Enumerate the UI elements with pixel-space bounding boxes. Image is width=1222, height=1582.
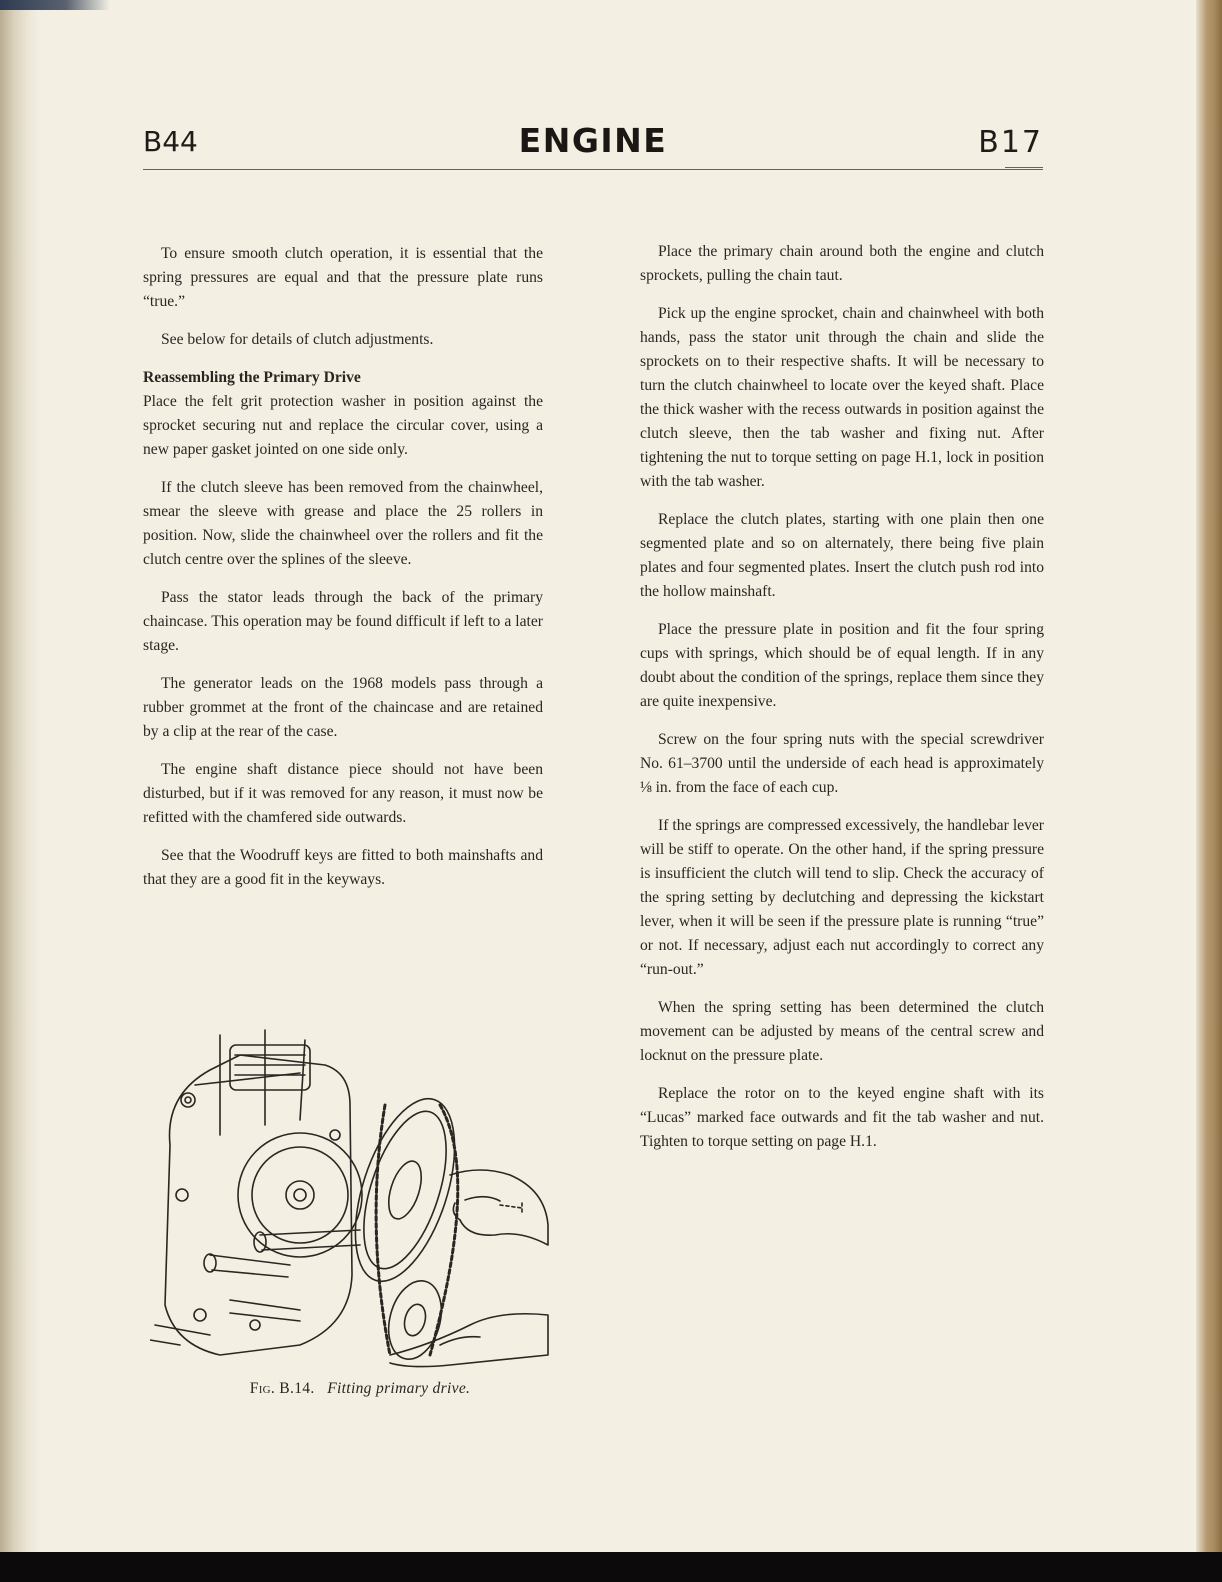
paragraph: Screw on the four spring nuts with the special screwdriver No. 61–3700 until the underside of each head is approximately ⅛ in. from the face of each cup. [640, 731, 1044, 796]
paragraph: Place the pressure plate in position and fit the four spring cups with springs, which should be of equal length. If in any doubt about the condition of the springs, replace them since they are quite inexpensive. [640, 621, 1044, 710]
primary-drive-illustration [150, 1025, 550, 1370]
paragraph: When the spring setting has been determined the clutch movement can be adjusted by means of the central screw and locknut on the pressure plate. [640, 999, 1044, 1064]
page-gutter-shadow [0, 0, 40, 1582]
page-number: B17 [978, 125, 1043, 160]
paragraph: See below for details of clutch adjustments. [161, 331, 434, 348]
binding-mark [0, 0, 110, 10]
paragraph: If the clutch sleeve has been removed from the chainwheel, smear the sleeve with grease and place the 25 rollers in position. Now, slide the chainwheel over the rollers and fit the clutch centre over the splines of the sleeve. [143, 479, 543, 568]
page-edge [1196, 0, 1222, 1582]
figure-caption [150, 1380, 570, 1398]
paragraph: The engine shaft distance piece should not have been disturbed, but if it was removed for any reason, it must now be refitted with the chamfered side outwards. [143, 761, 543, 826]
section-code: B44 [143, 125, 198, 158]
paragraph: See that the Woodruff keys are fitted to both mainshafts and that they are a good fit in the keyways. [143, 847, 543, 888]
paragraph: Place the primary chain around both the engine and clutch sprockets, pulling the chain taut. [640, 243, 1044, 284]
figure-caption-text: Fitting primary drive. [327, 1380, 471, 1397]
paragraph: Replace the rotor on to the keyed engine shaft with its “Lucas” marked face outwards and fit the tab washer and nut. Tighten to torque setting on page H.1. [640, 1085, 1044, 1150]
left-column [143, 242, 543, 906]
header-rule-accent [1005, 167, 1043, 168]
paragraph: Pick up the engine sprocket, chain and chainwheel with both hands, pass the stator unit through the chain and slide the sprockets on to their respective shafts. It will be necessary to turn the clutch chainwheel to locate over the keyed shaft. Place the thick washer with the recess outwards in position against the clutch sleeve, then the tab washer and fixing nut. After tightening the nut to torque setting on page H.1, lock in position with the tab washer. [640, 305, 1044, 490]
subheading: Reassembling the Primary Drive [143, 369, 361, 386]
right-column [640, 240, 1044, 1168]
paragraph: To ensure smooth clutch operation, it is essential that the spring pressures are equal and that the pressure plate runs “true.” [143, 245, 543, 310]
paragraph: Pass the stator leads through the back of the primary chaincase. This operation may be found difficult if left to a later stage. [143, 589, 543, 654]
paragraph: The generator leads on the 1968 models pass through a rubber grommet at the front of the chaincase and are retained by a clip at the rear of the case. [143, 675, 543, 740]
page-header [143, 121, 1043, 165]
paragraph: If the springs are compressed excessively, the handlebar lever will be stiff to operate. On the other hand, if the spring pressure is insufficient the clutch will tend to slip. Check the accuracy of the spring setting by declutching and depressing the kickstart lever, when it will be seen if the pressure plate is running “true” or not. If necessary, adjust each nut accordingly to correct any “run-out.” [640, 817, 1044, 978]
header-rule [143, 169, 1043, 170]
page-title: ENGINE [518, 121, 668, 160]
paragraph: Replace the clutch plates, starting with one plain then one segmented plate and so on alternately, there being five plain plates and four segmented plates. Insert the clutch push rod into the hollow mainshaft. [640, 511, 1044, 600]
figure-label: Fig. B.14. [249, 1380, 315, 1397]
scan-bottom-border [0, 1552, 1222, 1582]
paragraph: Place the felt grit protection washer in position against the sprocket securing nut and replace the circular cover, using a new paper gasket jointed on one side only. [143, 393, 543, 458]
subheading-block [143, 366, 543, 390]
